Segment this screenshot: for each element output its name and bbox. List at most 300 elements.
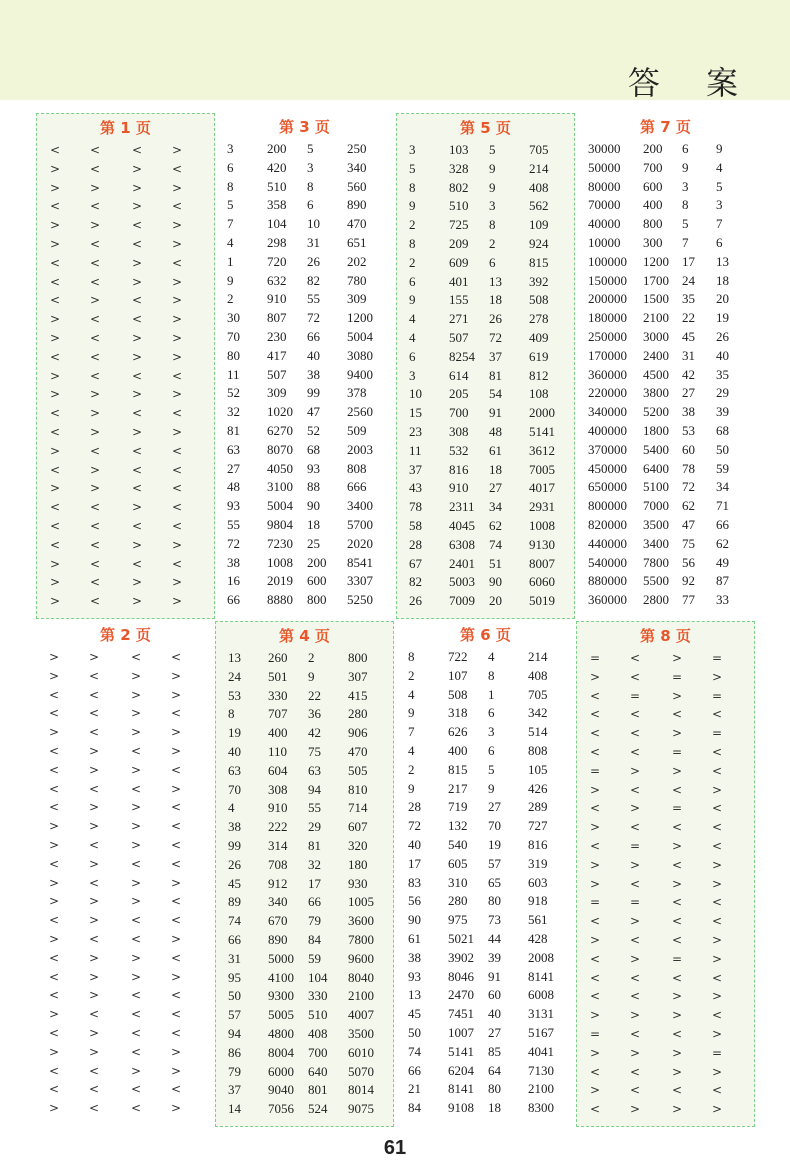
- answer-cell: 68: [716, 422, 729, 438]
- answer-cell: 378: [347, 385, 367, 401]
- answer-cell: >: [630, 801, 641, 816]
- answer-cell: 309: [267, 385, 287, 401]
- answer-cell: <: [50, 349, 61, 364]
- answer-cell: 4050: [267, 460, 293, 476]
- answer-row: [576, 253, 755, 272]
- answer-cell: 37: [228, 1082, 241, 1098]
- answer-cell: 880000: [588, 573, 627, 589]
- answer-cell: 150000: [588, 272, 627, 288]
- answer-row: [577, 743, 754, 762]
- answer-cell: >: [171, 687, 182, 702]
- answer-cell: =: [630, 895, 641, 910]
- answer-cell: <: [630, 726, 641, 741]
- answer-cell: >: [172, 575, 183, 590]
- answer-row: [37, 536, 214, 555]
- answer-row: [36, 1024, 215, 1043]
- answer-row: [216, 781, 393, 800]
- answer-cell: <: [89, 1007, 100, 1022]
- answer-cell: >: [89, 988, 100, 1003]
- answer-row: [576, 140, 755, 159]
- answer-cell: 800: [307, 592, 327, 608]
- answer-cell: 1200: [347, 310, 373, 326]
- answer-cell: 8141: [528, 968, 554, 984]
- answer-cell: 9804: [267, 516, 293, 532]
- answer-row: [397, 310, 574, 329]
- answer-cell: 298: [267, 234, 287, 250]
- answer-cell: 44: [488, 930, 501, 946]
- answer-cell: 408: [529, 179, 549, 195]
- answer-cell: 450000: [588, 460, 627, 476]
- answer-block: [36, 113, 215, 619]
- answer-row: [397, 197, 574, 216]
- answer-cell: >: [89, 819, 100, 834]
- answer-cell: 75: [308, 743, 321, 759]
- answer-cell: 79: [228, 1063, 241, 1079]
- answer-row: [397, 291, 574, 310]
- answer-cell: 619: [529, 348, 549, 364]
- answer-cell: <: [49, 762, 60, 777]
- answer-cell: <: [712, 838, 723, 853]
- answer-cell: <: [89, 1063, 100, 1078]
- answer-row: [577, 1081, 754, 1100]
- answer-row: [215, 159, 394, 178]
- answer-cell: <: [171, 894, 182, 909]
- answer-cell: 1700: [643, 272, 669, 288]
- answer-cell: 807: [267, 310, 287, 326]
- answer-row: [36, 892, 215, 911]
- answer-cell: <: [132, 443, 143, 458]
- answer-cell: 9108: [448, 1100, 474, 1116]
- answer-cell: <: [131, 1025, 142, 1040]
- answer-cell: 370000: [588, 441, 627, 457]
- answer-cell: 4: [228, 800, 235, 816]
- answer-row: [36, 780, 215, 799]
- answer-row: [216, 1081, 393, 1100]
- answer-cell: 60: [682, 441, 695, 457]
- answer-cell: 17: [408, 855, 421, 871]
- answer-cell: 22: [308, 687, 321, 703]
- answer-cell: 4500: [643, 366, 669, 382]
- answer-cell: 7230: [267, 535, 293, 551]
- answer-cell: 2: [408, 667, 415, 683]
- answer-cell: 53: [228, 687, 241, 703]
- answer-cell: <: [50, 424, 61, 439]
- answer-cell: <: [132, 143, 143, 157]
- answer-cell: 10: [307, 216, 320, 232]
- answer-cell: 90: [408, 912, 421, 928]
- answer-row: [216, 987, 393, 1006]
- answer-cell: <: [590, 951, 601, 966]
- answer-cell: <: [672, 707, 683, 722]
- answer-cell: >: [172, 537, 183, 552]
- answer-cell: 55: [308, 800, 321, 816]
- answer-cell: 428: [528, 930, 548, 946]
- answer-cell: >: [89, 743, 100, 758]
- answer-cell: <: [49, 781, 60, 796]
- answer-cell: <: [131, 931, 142, 946]
- answer-row: [36, 1062, 215, 1081]
- answer-cell: 34: [489, 499, 502, 515]
- answer-block: [396, 113, 575, 619]
- answer-cell: 2020: [347, 535, 373, 551]
- answer-cell: 408: [308, 1025, 328, 1041]
- answer-cell: <: [630, 970, 641, 985]
- answer-cell: >: [132, 575, 143, 590]
- answer-row: [396, 836, 575, 855]
- answer-cell: >: [171, 969, 182, 984]
- answer-cell: >: [50, 312, 61, 327]
- answer-cell: 318: [448, 705, 468, 721]
- answer-cell: 55: [307, 291, 320, 307]
- answer-row: [36, 1043, 215, 1062]
- answer-cell: 4800: [268, 1025, 294, 1041]
- answer-cell: 5200: [643, 404, 669, 420]
- answer-cell: <: [90, 537, 101, 552]
- answer-row: [576, 178, 755, 197]
- answer-cell: 906: [348, 725, 368, 741]
- answer-cell: >: [132, 330, 143, 345]
- answer-cell: =: [630, 838, 641, 853]
- answer-cell: <: [630, 1026, 641, 1041]
- answer-cell: >: [672, 1102, 683, 1117]
- answer-cell: <: [590, 989, 601, 1004]
- answer-cell: =: [672, 669, 683, 684]
- answer-cell: >: [50, 387, 61, 402]
- answer-cell: <: [672, 970, 683, 985]
- answer-cell: <: [171, 819, 182, 834]
- answer-cell: 3: [227, 141, 234, 156]
- answer-cell: >: [50, 180, 61, 195]
- answer-cell: >: [172, 143, 183, 157]
- answer-cell: >: [49, 1101, 60, 1116]
- answer-block: [36, 621, 215, 1127]
- answer-cell: =: [672, 801, 683, 816]
- answer-cell: 632: [267, 272, 287, 288]
- answer-cell: <: [172, 255, 183, 270]
- answer-row: [577, 837, 754, 856]
- answer-cell: >: [89, 894, 100, 909]
- answer-cell: 39: [488, 949, 501, 965]
- answer-cell: 50: [716, 441, 729, 457]
- answer-row: [577, 1044, 754, 1063]
- answer-cell: >: [89, 650, 100, 664]
- answer-cell: 52: [307, 422, 320, 438]
- answer-cell: 92: [682, 573, 695, 589]
- answer-cell: <: [132, 218, 143, 233]
- answer-row: [216, 931, 393, 950]
- answer-cell: <: [132, 406, 143, 421]
- answer-cell: 340000: [588, 404, 627, 420]
- answer-cell: 26: [489, 311, 502, 327]
- answer-cell: 61: [408, 930, 421, 946]
- answer-row: [37, 385, 214, 404]
- answer-cell: 4007: [348, 1007, 374, 1023]
- answer-cell: 780: [347, 272, 367, 288]
- answer-cell: 42: [308, 725, 321, 741]
- answer-row: [397, 461, 574, 480]
- answer-cell: >: [90, 293, 101, 308]
- answer-cell: 65: [488, 874, 501, 890]
- answer-cell: 109: [529, 217, 549, 233]
- answer-cell: 38: [682, 404, 695, 420]
- answer-cell: <: [590, 726, 601, 741]
- answer-cell: >: [132, 424, 143, 439]
- answer-cell: >: [171, 668, 182, 683]
- answer-cell: 4: [408, 742, 415, 758]
- answer-cell: >: [672, 876, 683, 891]
- answer-cell: 70: [488, 818, 501, 834]
- answer-cell: 540000: [588, 554, 627, 570]
- answer-cell: <: [90, 143, 101, 157]
- answer-row: [216, 705, 393, 724]
- answer-cell: 4: [488, 649, 495, 664]
- answer-cell: <: [90, 312, 101, 327]
- answer-cell: >: [672, 989, 683, 1004]
- answer-row: [577, 893, 754, 912]
- answer-row: [216, 743, 393, 762]
- answer-cell: <: [90, 575, 101, 590]
- answer-row: [36, 667, 215, 686]
- answer-row: [37, 329, 214, 348]
- answer-cell: <: [90, 330, 101, 345]
- answer-cell: <: [171, 800, 182, 815]
- answer-cell: 27: [488, 799, 501, 815]
- answer-row: [37, 197, 214, 216]
- answer-cell: <: [630, 876, 641, 891]
- answer-cell: 808: [347, 460, 367, 476]
- answer-cell: 2019: [267, 573, 293, 589]
- answer-row: [37, 160, 214, 179]
- answer-cell: <: [171, 837, 182, 852]
- answer-cell: 605: [448, 855, 468, 871]
- answer-cell: 3600: [348, 913, 374, 929]
- answer-cell: 9: [227, 272, 234, 288]
- answer-cell: <: [712, 744, 723, 759]
- answer-cell: 2: [409, 254, 416, 270]
- answer-cell: >: [89, 1025, 100, 1040]
- answer-cell: 9: [408, 780, 415, 796]
- answer-row: [216, 668, 393, 687]
- answer-cell: 6: [488, 742, 495, 758]
- answer-row: [216, 1044, 393, 1063]
- answer-cell: 40: [228, 743, 241, 759]
- answer-row: [396, 704, 575, 723]
- answer-cell: 714: [348, 800, 368, 816]
- answer-cell: <: [171, 650, 182, 664]
- answer-cell: >: [630, 1045, 641, 1060]
- answer-cell: 3: [409, 367, 416, 383]
- answer-cell: 34: [716, 479, 729, 495]
- answer-row: [396, 949, 575, 968]
- answer-cell: 50000: [588, 159, 621, 175]
- answer-cell: <: [50, 255, 61, 270]
- answer-row: [576, 366, 755, 385]
- answer-cell: <: [131, 781, 142, 796]
- answer-row: [577, 724, 754, 743]
- answer-cell: 5141: [529, 423, 555, 439]
- answer-row: [36, 798, 215, 817]
- answer-cell: <: [712, 970, 723, 985]
- answer-cell: 808: [528, 742, 548, 758]
- answer-row: [577, 705, 754, 724]
- answer-cell: <: [171, 1007, 182, 1022]
- answer-cell: >: [672, 838, 683, 853]
- answer-cell: 420: [267, 159, 287, 175]
- answer-cell: <: [131, 913, 142, 928]
- answer-row: [37, 291, 214, 310]
- answer-cell: >: [712, 1064, 723, 1079]
- answer-cell: 308: [268, 781, 288, 797]
- answer-row: [576, 572, 755, 591]
- answer-cell: 20: [716, 291, 729, 307]
- answer-cell: >: [50, 481, 61, 496]
- answer-cell: <: [50, 406, 61, 421]
- answer-row: [396, 648, 575, 667]
- answer-cell: 603: [528, 874, 548, 890]
- answer-cell: <: [89, 931, 100, 946]
- answer-row: [576, 535, 755, 554]
- answer-cell: 2: [489, 235, 496, 251]
- answer-cell: 540: [448, 836, 468, 852]
- answer-cell: 103: [449, 142, 469, 157]
- answer-cell: 8141: [448, 1081, 474, 1097]
- answer-row: [576, 328, 755, 347]
- answer-cell: 2: [227, 291, 234, 307]
- answer-cell: 440000: [588, 535, 627, 551]
- answer-cell: 63: [228, 762, 241, 778]
- answer-cell: 6204: [448, 1062, 474, 1078]
- answer-cell: 417: [267, 347, 287, 363]
- answer-cell: 9040: [268, 1082, 294, 1098]
- answer-cell: >: [712, 932, 723, 947]
- answer-row: [577, 1063, 754, 1082]
- answer-cell: >: [672, 1064, 683, 1079]
- answer-cell: 66: [307, 328, 320, 344]
- answer-cell: 15: [409, 405, 422, 421]
- answer-cell: 9075: [348, 1101, 374, 1117]
- answer-cell: >: [672, 688, 683, 703]
- answer-cell: 63: [308, 762, 321, 778]
- answer-cell: 81: [489, 367, 502, 383]
- answer-cell: 47: [682, 516, 695, 532]
- answer-cell: 2100: [643, 310, 669, 326]
- answer-cell: <: [90, 368, 101, 383]
- answer-cell: 17: [682, 253, 695, 269]
- answer-cell: 4: [409, 329, 416, 345]
- answer-cell: 810: [348, 781, 368, 797]
- answer-row: [577, 987, 754, 1006]
- answer-cell: 5004: [267, 498, 293, 514]
- answer-row: [576, 460, 755, 479]
- answer-row: [397, 367, 574, 386]
- answer-cell: =: [712, 688, 723, 703]
- block-heading: 第 8 页: [640, 627, 691, 645]
- answer-cell: <: [590, 1102, 601, 1117]
- page-title: 答 案: [627, 64, 756, 102]
- answer-row: [397, 273, 574, 292]
- answer-cell: 79: [308, 913, 321, 929]
- answer-row: [396, 780, 575, 799]
- answer-cell: 29: [716, 385, 729, 401]
- answer-row: [577, 762, 754, 781]
- answer-cell: 91: [489, 405, 502, 421]
- answer-cell: <: [90, 199, 101, 214]
- answer-cell: 80: [488, 1081, 501, 1097]
- answer-cell: =: [672, 951, 683, 966]
- answer-cell: 58: [409, 517, 422, 533]
- answer-row: [396, 1080, 575, 1099]
- answer-cell: 66: [408, 1062, 421, 1078]
- answer-cell: >: [172, 236, 183, 251]
- answer-row: [397, 479, 574, 498]
- answer-row: [215, 554, 394, 573]
- answer-row: [37, 479, 214, 498]
- answer-row: [216, 912, 393, 931]
- answer-cell: 7009: [449, 593, 475, 609]
- answer-cell: 18: [488, 1100, 501, 1116]
- answer-cell: <: [712, 1083, 723, 1098]
- answer-cell: >: [49, 668, 60, 683]
- answer-cell: 2: [409, 217, 416, 233]
- answer-cell: <: [171, 913, 182, 928]
- answer-cell: >: [50, 236, 61, 251]
- answer-cell: >: [131, 725, 142, 740]
- answer-cell: <: [90, 274, 101, 289]
- answer-cell: 18: [489, 461, 502, 477]
- answer-cell: 912: [268, 875, 288, 891]
- answer-cell: 707: [268, 706, 288, 722]
- answer-cell: >: [672, 726, 683, 741]
- answer-cell: 289: [528, 799, 548, 815]
- answer-cell: 217: [448, 780, 468, 796]
- answer-cell: 88: [307, 479, 320, 495]
- answer-cell: 3612: [529, 442, 555, 458]
- answer-cell: 816: [528, 836, 548, 852]
- answer-cell: 2: [308, 650, 315, 665]
- answer-cell: >: [89, 1044, 100, 1059]
- answer-cell: 6308: [449, 536, 475, 552]
- answer-row: [216, 687, 393, 706]
- answer-cell: 2100: [528, 1081, 554, 1097]
- answer-cell: <: [50, 143, 61, 157]
- answer-cell: >: [590, 932, 601, 947]
- answer-cell: >: [89, 913, 100, 928]
- answer-cell: >: [90, 424, 101, 439]
- answer-cell: 93: [408, 968, 421, 984]
- answer-cell: 510: [449, 198, 469, 214]
- answer-cell: 40000: [588, 216, 621, 232]
- answer-cell: 470: [348, 743, 368, 759]
- answer-cell: 6: [227, 159, 234, 175]
- answer-cell: 27: [682, 385, 695, 401]
- answer-cell: <: [49, 687, 60, 702]
- answer-row: [576, 290, 755, 309]
- answer-block: [576, 621, 755, 1127]
- answer-row: [397, 348, 574, 367]
- answer-cell: 800: [348, 650, 368, 665]
- answer-cell: 8: [228, 706, 235, 722]
- answer-cell: >: [171, 875, 182, 890]
- answer-cell: 705: [528, 686, 548, 702]
- answer-row: [576, 384, 755, 403]
- answer-cell: 640: [308, 1063, 328, 1079]
- answer-cell: 4: [408, 686, 415, 702]
- answer-cell: 330: [268, 687, 288, 703]
- answer-cell: <: [672, 932, 683, 947]
- answer-cell: =: [590, 763, 601, 778]
- answer-cell: 31: [682, 347, 695, 363]
- answer-cell: 3400: [643, 535, 669, 551]
